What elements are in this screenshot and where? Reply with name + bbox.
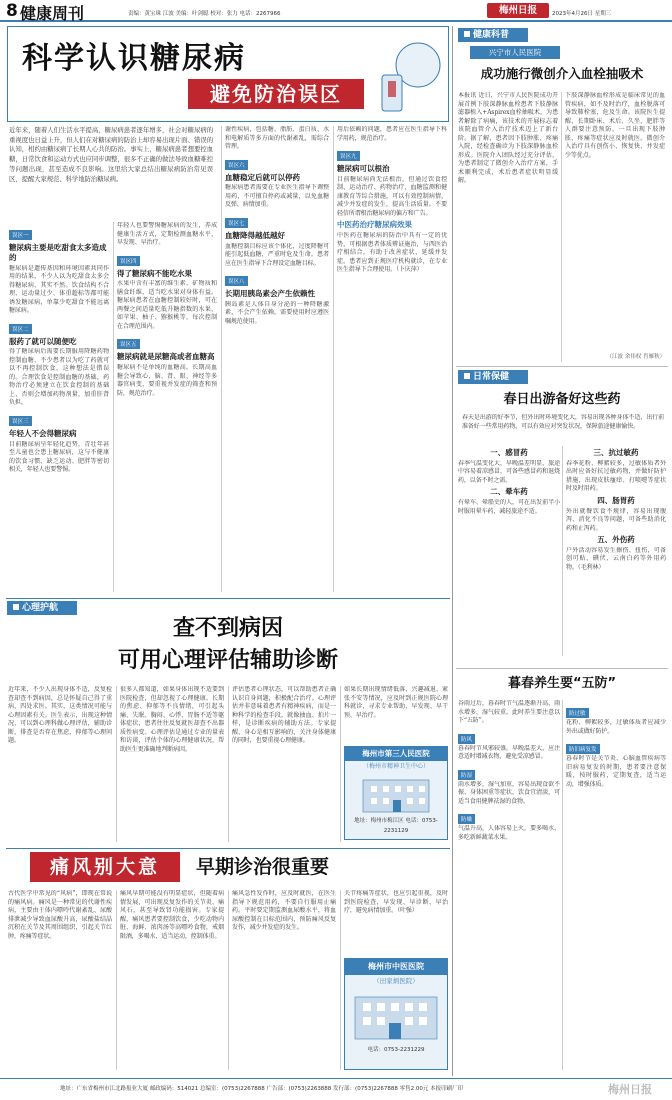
- section-heading: 年轻人不会得糖尿病: [9, 428, 77, 438]
- section-body: 糖尿病患者需要在专业医生指导下调整用药，不可擅自停药或减量，以免血糖反弹、病情加重。: [225, 184, 329, 209]
- travel-col-1: [458, 446, 560, 656]
- section-tag: 误区六: [225, 160, 248, 170]
- psych-col-3: 评估患者心理状态，可以帮助患者正确认识自身问题，积极配合治疗。心理评估并非意味着患者有精神疾病，而是一种科学的检查手段，就像抽血、拍片一样，是诊断疾病的辅助方法。专家提醒，身心是相互影响的，关注身体健康的同时，也要重视心理健康。: [232, 686, 336, 745]
- hospital-info: 电话：0753-2231229: [367, 1047, 425, 1053]
- section-item: [117, 331, 217, 398]
- editor-credits: 责编：黄宝珠 江波 美编：叶剑聪 校对：张力 电话：2267966: [128, 11, 281, 17]
- news-col-2: 下肢深静脉血栓形成是临床常见的血管疾病，如不及时治疗，血栓脱落可导致肺栓塞，危及生命。该院医生提醒，长期卧床、术后、久坐、肥胖等人群要注意预防，一旦出现下肢肿胀、疼痛等症状应及时就医。微创介入治疗具有创伤小、恢复快、并发症少等优点。: [565, 92, 665, 159]
- section-tag: 误区二: [9, 324, 32, 334]
- section-heading: 血糖稳定后就可以停药: [225, 172, 300, 182]
- hospital-badge: 兴宁市人民医院: [470, 46, 560, 59]
- hospital-building-icon: [345, 772, 447, 816]
- section-body: 中医药在糖尿病的防治中具有一定的优势，可根据患者体质辨证施治，与西医治疗相结合，有助于改善症状、延缓并发症。患者应到正规医疗机构就诊，在专业医生指导下合理使用。（卜庆萍）: [337, 232, 447, 274]
- spring-col-2: [566, 700, 666, 1070]
- hospital-ad-3rd: [344, 746, 448, 840]
- item-heading: 三、抗过敏药: [593, 448, 639, 457]
- spring-item: [566, 736, 666, 789]
- item-heading: 四、肠胃药: [597, 495, 635, 505]
- spring-col-1: [458, 700, 560, 1070]
- gout-col-3: 痛风急性发作时，应及时就医，在医生指导下规范用药，不要自行服用止痛药。平时要定期监测血尿酸水平，将血尿酸控制在目标范围内，预防痛风反复发作，减少并发症的发生。: [232, 890, 336, 932]
- section-item: [225, 268, 329, 326]
- section-body: 得了糖尿病后需要长期服用降糖药物控制血糖，不少患者以为吃了药就可以不再控制饮食，这种想法是错误的。合理饮食是控制血糖的基础，药物治疗必须建立在饮食控制的基础上，否则会增加药物剂量，加重肝肾负担。: [9, 348, 109, 407]
- psych-title-2: 可用心理评估辅助诊断: [117, 648, 338, 673]
- section-tag: 误区三: [9, 416, 32, 426]
- section-item: [117, 222, 217, 248]
- spring-intro: 谷雨过后，暮春时节气温逐渐升高，雨水增多，湿气较重。此时养生要注意以下“五防”。: [458, 700, 560, 725]
- section-heading: 糖尿病可以根治: [337, 164, 390, 174]
- section-heading: 中医药治疗糖尿病效果: [337, 220, 412, 230]
- col-4: [337, 126, 447, 592]
- section-body: 血糖控制目标应该个体化，过度降糖可能引起低血糖，严重时危及生命。患者应在医生指导下合理设定血糖目标。: [225, 242, 329, 267]
- section-tag: 误区四: [117, 256, 140, 266]
- item-body: 暮春时节风邪较盛，早晚温差大，应注意适时增减衣物，避免受凉感冒。: [458, 744, 560, 761]
- page-footer: [0, 1078, 672, 1100]
- hospital-building-icon: [345, 987, 447, 1045]
- article-lead: 近年来，随着人们生活水平提高，糖尿病患者逐年增多，社会对糖尿病的重视度也日益上升，但人们在对糖尿病的防治上却容易出现片面、错误的认知，相约由糖尿病了长期人心共的防治。事实上，糖尿病患者想要控血糖，日常饮食和运动方式也应同步调整，很多不正确的做法导致血糖难控等问题出现，甚至造成不良影响。这里给大家总结出糖尿病防治常见误区，提醒大家规范、科学地防治糖尿病。: [9, 126, 213, 183]
- section-body: 糖尿病不是单纯的血糖高，长期高血糖会导致心、脑、肾、眼、神经等多器官病变，要重视并发症的筛查和预防，规范治疗。: [117, 364, 217, 397]
- section-body: 目前糖尿病尚无法根治，但通过饮食控制、运动治疗、药物治疗、血糖监测和健康教育等综合措施，可以有效控制病情，减少并发症的发生，提高生活质量。不要轻信所谓根治糖尿病的偏方和广告。: [337, 175, 447, 217]
- article-subtitle: 避免防治误区: [188, 79, 364, 109]
- hospital-name: 梅州市中医医院: [345, 959, 447, 975]
- spring-item: [458, 726, 560, 762]
- item-body: 有晕车、晕船史的人，可在出发前半小时服用晕车药，减轻旅途不适。: [458, 499, 560, 515]
- item-body: 春季气温变化大，早晚温差明显，旅途中容易着凉感冒，可备些感冒药和退烧药，以备不时之需。: [458, 459, 560, 484]
- item-heading: 五、外伤药: [597, 535, 635, 545]
- gout-col-2: 痛风早期可能没有明显症状，但随着病情发展，可出现反复发作的关节炎、痛风石，甚至导致肾功能损害。专家提醒，痛风患者要控制饮食，少吃动物内脏、海鲜、浓肉汤等高嘌呤食物，戒烟限酒，多喝水，适当运动，控制体重。: [120, 890, 224, 940]
- footer-text: 地址：广东省梅州市江北路报业大厦 邮政编码：514021 总编室：(0753)2267888 广告部：(0753)2263888 发行部：(0753)2267888 零售2.00元 本报印刷厂印: [60, 1086, 464, 1092]
- col-1: [9, 222, 109, 592]
- paper-logo: [487, 3, 549, 18]
- section-header-daily: 日常保健: [458, 370, 528, 384]
- hospital-info: 地址：梅州市梅江区 电话：0753-2231129: [354, 818, 438, 834]
- item-body: 外出就餐饮食不规律，容易出现腹泻、消化不良等问题，可备些助消化药和止泻药。: [566, 507, 666, 532]
- news-byline: （江波 余伟权 肖雁秋）: [606, 354, 665, 360]
- item-heading: 二、晕车药: [490, 487, 528, 497]
- hospital-sub: （田家炳医院）: [373, 977, 419, 985]
- spring-item: [458, 806, 560, 842]
- article-diabetes: [7, 26, 449, 596]
- section-item: [9, 316, 109, 408]
- item-tag: 防旧病复发: [566, 744, 600, 754]
- section-body: 目前糖尿病呈年轻化趋势，青壮年甚至儿童也会患上糖尿病，这与不健康的饮食习惯、缺乏运动、肥胖等密切相关，年轻人也要警惕。: [9, 440, 109, 474]
- section-body: 水果中含有丰富的维生素、矿物质和膳食纤维，适当吃水果对身体有益。糖尿病患者在血糖控制较好时，可在两餐之间适量吃低升糖指数的水果，如苹果、柚子、猕猴桃等，每次控制在合理范围内。: [117, 280, 217, 330]
- decorative-graphic: [370, 35, 444, 117]
- section-item: [225, 210, 329, 268]
- section-item: [9, 408, 109, 475]
- section-tag: 误区五: [117, 339, 140, 349]
- item-body: 气温升高，人体容易上火，要多喝水，多吃新鲜蔬菜水果。: [458, 825, 560, 841]
- item-body: 户外活动容易发生擦伤、扭伤，可备创可贴、碘伏、云南白药等外用药物。（毛利林）: [566, 546, 666, 571]
- travel-item: [458, 446, 560, 485]
- section-heading: 长期用胰岛素会产生依赖性: [225, 289, 315, 299]
- section-item: [9, 222, 109, 316]
- section-body: 用后依赖的问题，患者应在医生指导下科学用药，规范治疗。: [337, 126, 447, 142]
- section-body: 年轻人也要警惕糖尿病的发生，养成健康生活方式，定期检测血糖水平，早发现、早治疗。: [117, 222, 217, 247]
- section-header-science: 健康科普: [458, 28, 528, 42]
- item-heading: 一、感冒药: [490, 448, 528, 457]
- section-body: 谢性疾病，包括糖、脂肪、蛋白质、水和电解质等多方面的代谢紊乱，需综合管理。: [225, 126, 329, 151]
- travel-intro: 春天是出游的好季节，但外出时环境变化大，容易出现各种身体不适，出行前准备好一些常用药物，可以有效应对突发状况，保障旅途健康愉快。: [462, 414, 664, 430]
- section-name: 健康周刊: [20, 4, 85, 23]
- item-tag: 防过敏: [566, 708, 589, 718]
- section-header-psych: 心理护航: [7, 601, 77, 615]
- masthead: [0, 0, 672, 22]
- spring-item: [458, 762, 560, 807]
- section-item: [225, 152, 329, 210]
- section-tag: 误区九: [337, 151, 360, 161]
- psych-col-2: 很多人都知道，如果身体出现不适要到医院检查，但却忽视了心理健康。长期的焦虑、抑郁等不良情绪，可引起头痛、失眠、胸闷、心悸、胃肠不适等躯体症状，患者往往反复就医却查不出器质性病变。心理评估是通过专业的量表和访谈，评估个体的心理健康状况，帮助医生更准确地判断病因。: [120, 686, 224, 753]
- item-body: 雨水增多，湿气加重，容易出现食欲不振、身体困重等症状，饮食宜清淡，可适当食用健脾祛湿的食物。: [458, 780, 560, 805]
- travel-title: 春日出游备好这些药: [503, 392, 621, 407]
- section-body: 胰岛素是人体自身分泌的一种降糖激素，不会产生依赖，需要使用时应遵医嘱规范使用。: [225, 300, 329, 325]
- item-body: 春季花粉、柳絮较多，过敏体质者外出时应备好抗过敏药物，并做好防护措施，出现皮肤瘙痒、打喷嚏等症状时及时用药。: [566, 459, 666, 493]
- travel-col-2: [566, 446, 666, 656]
- section-body: 糖尿病是遗传基因和环境因素共同作用的结果，不少人以为吃甜食太多会得糖尿病，其实不然。饮食结构不合理、运动量过少、体重超标等都可能诱发糖尿病，单靠少吃甜食不能远离糖尿病。: [9, 264, 109, 315]
- paper-name: 梅州日报: [498, 5, 537, 16]
- item-body: 花粉、柳絮较多，过敏体质者应减少外出或做好防护。: [566, 719, 666, 735]
- travel-item: [566, 533, 666, 572]
- item-body: 暮春时节是关节炎、心脑血管疾病等旧病易复发的时期，患者要注意保暖，按时服药，定期复查，适当运动，增强体质。: [566, 755, 666, 788]
- section-item: [117, 248, 217, 332]
- section-heading: 服药了就可以随便吃: [9, 336, 77, 346]
- watermark: 梅州日报: [608, 1083, 652, 1096]
- item-tag: 防燥: [458, 814, 475, 824]
- news-title: 成功施行微创介入血栓抽吸术: [480, 66, 644, 81]
- gout-title: 早期诊治很重要: [196, 856, 330, 878]
- psych-col-4: 如果长期出现情绪低落、兴趣减退、紧张不安等情况，应及时到正规医院心理科就诊，寻求专业帮助，早发现、早干预、早治疗。: [344, 686, 448, 719]
- psych-col-1: 近年来，不少人出现身体不适，反复检查却查不到病因，总是怀疑自己得了重病，四处求医。其实，这类情况可能与心理因素有关。医生表示，出现这种情况，可以到心理科做心理评估，辅助诊断，排查是否存在焦虑、抑郁等心理问题。: [8, 686, 112, 745]
- psych-title-1: 查不到病因: [172, 616, 283, 641]
- spring-title: 暮春养生要“五防”: [507, 676, 617, 691]
- page-number: 8: [6, 1, 18, 21]
- article-title: 科学认识糖尿病: [22, 41, 246, 76]
- section-tag: 误区八: [225, 276, 248, 286]
- item-tag: 防湿: [458, 770, 475, 780]
- spring-item: [566, 700, 666, 736]
- hospital-name: 梅州市第三人民医院: [345, 747, 447, 761]
- section-item: [337, 126, 447, 143]
- issue-date: 2023年4月26日 星期三: [552, 11, 612, 17]
- col-3: [225, 126, 329, 592]
- section-heading: 得了糖尿病不能吃水果: [117, 268, 192, 278]
- travel-item: [458, 485, 560, 516]
- item-tag: 防风: [458, 734, 475, 744]
- section-heading: 血糖降得越低越好: [225, 230, 285, 240]
- gout-col-1: 古代医学中常见的“风病”，即现在常说的痛风病。痛风是一种常见的代谢性疾病，主要由于体内嘌呤代谢紊乱、尿酸排泄减少导致血尿酸升高，尿酸盐结晶沉积在关节及其周围组织，引起关节红肿、疼痛等症状。: [8, 890, 112, 940]
- hospital-sub: （梅州市精神卫生中心）: [362, 763, 429, 770]
- col-2: [117, 222, 217, 592]
- section-tag: 误区七: [225, 218, 248, 228]
- section-heading: 糖尿病主要是吃甜食太多造成的: [9, 243, 107, 262]
- travel-item: [566, 494, 666, 533]
- gout-col-4: 关节疼痛等症状，也应引起重视，及时到医院检查，早发现、早诊断、早治疗，避免病情加重。（叶强）: [344, 890, 448, 915]
- travel-item: [566, 446, 666, 494]
- section-item: [337, 143, 447, 218]
- news-col-1: 本报讯 近日，兴宁市人民医院成功开展首例下肢深静脉血栓患者下肢静脉滤器植入+Aspirex血栓抽吸术，为患者解除了病痛，该技术的开展标志着该院血管介入治疗技术迈上了新台阶。据了解，患者因下肢肿胀、疼痛入院，经检查确诊为下肢深静脉血栓形成。医院介入团队经过充分评估，为患者制定了微创介入治疗方案，手术顺利完成，术后患者症状明显缓解。: [458, 92, 558, 185]
- headline-block: [7, 26, 449, 122]
- section-item: [225, 126, 329, 152]
- section-tag: 误区一: [9, 230, 32, 240]
- gout-banner: 痛风别大意: [30, 852, 180, 882]
- section-item: [337, 218, 447, 274]
- hospital-ad-tcm: [344, 958, 448, 1070]
- section-heading: 糖尿病就是尿糖高或者血糖高: [117, 352, 215, 362]
